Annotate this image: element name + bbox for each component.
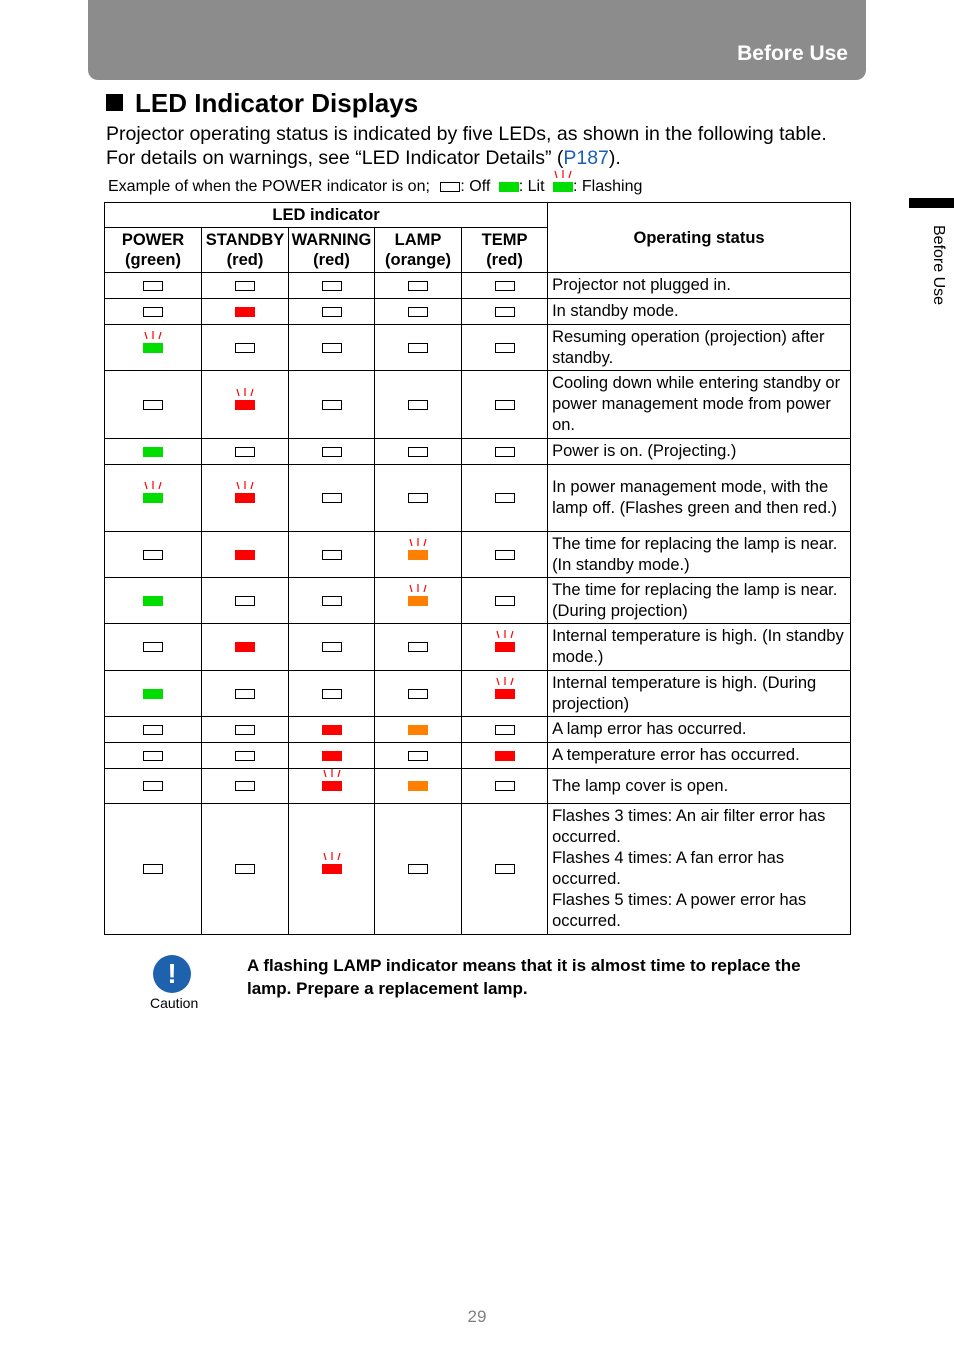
temp-led-lit-icon <box>495 751 515 761</box>
led-cell <box>202 465 289 532</box>
power-led-off-icon <box>143 725 163 735</box>
led-cell <box>462 578 548 624</box>
column-header-warning <box>289 228 375 273</box>
led-cell <box>375 743 462 769</box>
status-cell: A temperature error has occurred. <box>548 743 851 769</box>
led-indicator-header: LED indicator <box>105 203 548 228</box>
table-row <box>105 371 851 439</box>
warning-led-off-icon <box>322 642 342 652</box>
led-cell <box>105 578 202 624</box>
status-line: Flashes 4 times: A fan error has occurred. <box>552 849 785 888</box>
led-cell <box>462 299 548 325</box>
legend-lead: Example of when the POWER indicator is on; <box>108 178 430 195</box>
status-cell: Power is on. (Projecting.) <box>548 439 851 465</box>
power-led-off-icon <box>143 400 163 410</box>
led-cell <box>105 769 202 804</box>
column-header-name: TEMP <box>481 231 528 249</box>
status-cell: In power management mode, with the lamp off. (Flashes green and then red.) <box>548 465 851 532</box>
temp-led-off-icon <box>495 400 515 410</box>
led-cell <box>289 769 375 804</box>
led-cell <box>375 325 462 371</box>
led-cell <box>202 769 289 804</box>
status-cell: The time for replacing the lamp is near. (During projection) <box>548 578 851 624</box>
legend-lit-led-icon <box>499 182 519 192</box>
power-led-lit-icon <box>143 689 163 699</box>
led-cell <box>375 624 462 671</box>
table-row <box>105 624 851 671</box>
table-row <box>105 743 851 769</box>
power-led-off-icon <box>143 550 163 560</box>
power-led-off-icon <box>143 864 163 874</box>
led-cell <box>375 671 462 717</box>
led-cell <box>289 743 375 769</box>
flash-rays-icon <box>320 769 344 779</box>
column-header-color: (orange) <box>385 251 451 269</box>
led-cell <box>289 578 375 624</box>
temp-led-off-icon <box>495 447 515 457</box>
led-cell <box>462 717 548 743</box>
power-led-off-icon <box>143 781 163 791</box>
led-cell <box>462 325 548 371</box>
standby-led-lit-icon <box>235 550 255 560</box>
temp-led-flash-icon <box>495 689 515 699</box>
flash-rays-icon <box>493 630 517 640</box>
lamp-led-off-icon <box>408 493 428 503</box>
led-cell <box>375 717 462 743</box>
lamp-led-off-icon <box>408 642 428 652</box>
table-row <box>105 273 851 299</box>
lamp-led-off-icon <box>408 281 428 291</box>
led-cell <box>289 624 375 671</box>
legend-line <box>108 178 642 196</box>
intro-line-2 <box>106 146 827 170</box>
status-cell: Internal temperature is high. (In standby mode.) <box>548 624 851 671</box>
standby-led-off-icon <box>235 343 255 353</box>
column-header-color: (red) <box>486 251 523 269</box>
led-cell <box>105 273 202 299</box>
flash-rays-icon <box>233 388 257 398</box>
page-link-p187[interactable]: P187 <box>563 147 609 169</box>
flash-rays-icon <box>141 331 165 341</box>
led-cell <box>202 717 289 743</box>
led-cell <box>105 532 202 578</box>
flash-rays-icon <box>406 538 430 548</box>
flash-rays-icon <box>551 170 575 180</box>
temp-led-off-icon <box>495 281 515 291</box>
status-cell: A lamp error has occurred. <box>548 717 851 743</box>
flash-rays-icon <box>141 481 165 491</box>
led-cell <box>462 769 548 804</box>
temp-led-off-icon <box>495 864 515 874</box>
led-cell <box>105 371 202 439</box>
status-line: Flashes 5 times: A power error has occurred. <box>552 891 807 930</box>
led-cell <box>289 717 375 743</box>
flash-rays-icon <box>406 584 430 594</box>
warning-led-flash-icon <box>322 781 342 791</box>
lamp-led-off-icon <box>408 343 428 353</box>
column-header-name: LAMP <box>394 231 442 249</box>
temp-led-flash-icon <box>495 642 515 652</box>
column-header-power <box>105 228 202 273</box>
led-cell <box>105 671 202 717</box>
temp-led-off-icon <box>495 343 515 353</box>
led-cell <box>105 465 202 532</box>
flash-rays-icon <box>233 481 257 491</box>
warning-led-off-icon <box>322 493 342 503</box>
standby-led-off-icon <box>235 689 255 699</box>
table-row <box>105 439 851 465</box>
led-cell <box>375 439 462 465</box>
led-cell <box>105 804 202 935</box>
led-cell <box>462 532 548 578</box>
table-row <box>105 578 851 624</box>
side-tab-marker <box>909 198 954 208</box>
led-cell <box>375 532 462 578</box>
led-cell <box>289 804 375 935</box>
led-cell <box>202 371 289 439</box>
lamp-led-lit-icon <box>408 725 428 735</box>
standby-led-lit-icon <box>235 642 255 652</box>
page-title-text: LED Indicator Displays <box>135 88 419 118</box>
lamp-led-flash-icon <box>408 550 428 560</box>
status-cell: Projector not plugged in. <box>548 273 851 299</box>
led-cell <box>289 371 375 439</box>
status-cell: In standby mode. <box>548 299 851 325</box>
led-cell <box>105 325 202 371</box>
standby-led-lit-icon <box>235 307 255 317</box>
led-cell <box>202 299 289 325</box>
warning-led-off-icon <box>322 596 342 606</box>
temp-led-off-icon <box>495 725 515 735</box>
table-row <box>105 804 851 935</box>
led-cell <box>462 465 548 532</box>
power-led-lit-icon <box>143 447 163 457</box>
led-cell <box>202 578 289 624</box>
intro-paragraph <box>106 122 827 170</box>
intro-text-end: ). <box>608 147 621 169</box>
table-row <box>105 769 851 804</box>
led-cell <box>462 743 548 769</box>
led-cell <box>202 743 289 769</box>
power-led-flash-icon <box>143 493 163 503</box>
column-header-color: (red) <box>313 251 350 269</box>
warning-led-off-icon <box>322 550 342 560</box>
status-cell <box>548 804 851 935</box>
operating-status-header: Operating status <box>548 203 851 273</box>
warning-led-off-icon <box>322 343 342 353</box>
led-cell <box>462 371 548 439</box>
column-header-color: (green) <box>125 251 181 269</box>
led-cell <box>105 299 202 325</box>
column-header-temp <box>462 228 548 273</box>
led-cell <box>375 804 462 935</box>
square-bullet-icon <box>106 94 123 111</box>
column-header-name: POWER <box>121 231 185 249</box>
table-row <box>105 465 851 532</box>
caution-icon: ! <box>153 955 191 993</box>
caution-label: Caution <box>150 995 199 1011</box>
lamp-led-off-icon <box>408 307 428 317</box>
led-cell <box>462 439 548 465</box>
standby-led-off-icon <box>235 596 255 606</box>
lamp-led-off-icon <box>408 864 428 874</box>
power-led-off-icon <box>143 642 163 652</box>
power-led-lit-icon <box>143 596 163 606</box>
lamp-led-off-icon <box>408 400 428 410</box>
legend-lit-label: : Lit <box>518 178 545 195</box>
led-cell <box>375 578 462 624</box>
intro-text: For details on warnings, see “LED Indicator Details” ( <box>106 147 564 169</box>
led-cell <box>289 465 375 532</box>
table-row <box>105 325 851 371</box>
status-cell: The lamp cover is open. <box>548 769 851 804</box>
warning-led-off-icon <box>322 400 342 410</box>
led-cell <box>289 532 375 578</box>
temp-led-off-icon <box>495 550 515 560</box>
led-cell <box>105 717 202 743</box>
table-row <box>105 717 851 743</box>
column-header-lamp <box>375 228 462 273</box>
warning-led-off-icon <box>322 689 342 699</box>
status-cell: The time for replacing the lamp is near. (In standby mode.) <box>548 532 851 578</box>
intro-line-1: Projector operating status is indicated by five LEDs, as shown in the following table. <box>106 123 827 145</box>
lamp-led-off-icon <box>408 447 428 457</box>
temp-led-off-icon <box>495 307 515 317</box>
led-cell <box>375 371 462 439</box>
led-cell <box>202 671 289 717</box>
temp-led-off-icon <box>495 596 515 606</box>
led-cell <box>202 624 289 671</box>
led-cell <box>202 273 289 299</box>
lamp-led-off-icon <box>408 751 428 761</box>
led-cell <box>462 624 548 671</box>
power-led-off-icon <box>143 751 163 761</box>
led-cell <box>105 624 202 671</box>
flash-rays-icon <box>493 677 517 687</box>
led-cell <box>105 743 202 769</box>
standby-led-off-icon <box>235 864 255 874</box>
led-cell <box>375 299 462 325</box>
table-row <box>105 299 851 325</box>
flash-rays-icon <box>320 852 344 862</box>
led-cell <box>289 273 375 299</box>
standby-led-off-icon <box>235 281 255 291</box>
table-row <box>105 532 851 578</box>
led-cell <box>202 325 289 371</box>
lamp-led-lit-icon <box>408 781 428 791</box>
warning-led-flash-icon <box>322 864 342 874</box>
lamp-led-flash-icon <box>408 596 428 606</box>
temp-led-off-icon <box>495 781 515 791</box>
column-header-name: WARNING <box>291 231 372 249</box>
caution-icon-block <box>150 955 199 1011</box>
led-cell <box>289 299 375 325</box>
page-number: 29 <box>467 1307 487 1326</box>
led-cell <box>462 671 548 717</box>
standby-led-off-icon <box>235 781 255 791</box>
led-cell <box>289 671 375 717</box>
column-header-color: (red) <box>226 251 264 269</box>
standby-led-off-icon <box>235 725 255 735</box>
led-cell <box>105 439 202 465</box>
warning-led-off-icon <box>322 281 342 291</box>
power-led-flash-icon <box>143 343 163 353</box>
led-status-table <box>104 202 851 935</box>
led-cell <box>462 273 548 299</box>
warning-led-off-icon <box>322 447 342 457</box>
column-header-name: STANDBY <box>205 231 285 249</box>
legend-flash-label: : Flashing <box>573 178 643 195</box>
table-row <box>105 671 851 717</box>
page-title <box>106 88 418 119</box>
warning-led-off-icon <box>322 307 342 317</box>
column-header-standby <box>202 228 289 273</box>
caution-text: A flashing LAMP indicator means that it is almost time to replace the lamp. Prepare a replacement lamp. <box>247 956 801 998</box>
standby-led-flash-icon <box>235 400 255 410</box>
led-cell <box>202 439 289 465</box>
power-led-off-icon <box>143 307 163 317</box>
status-line: Flashes 3 times: An air filter error has occurred. <box>552 807 826 846</box>
temp-led-off-icon <box>495 493 515 503</box>
side-tab-label: Before Use <box>930 225 947 306</box>
led-cell <box>462 804 548 935</box>
led-cell <box>289 439 375 465</box>
warning-led-lit-icon <box>322 751 342 761</box>
warning-led-lit-icon <box>322 725 342 735</box>
status-cell: Cooling down while entering standby or power management mode from power on. <box>548 371 851 439</box>
led-cell <box>375 273 462 299</box>
status-cell: Internal temperature is high. (During projection) <box>548 671 851 717</box>
legend-flash-led-icon <box>553 182 573 192</box>
power-led-off-icon <box>143 281 163 291</box>
section-title: Before Use <box>737 42 848 65</box>
led-cell <box>289 325 375 371</box>
led-cell <box>375 769 462 804</box>
led-cell <box>202 804 289 935</box>
led-cell <box>202 532 289 578</box>
status-cell: Resuming operation (projection) after standby. <box>548 325 851 371</box>
standby-led-flash-icon <box>235 493 255 503</box>
legend-off-led-icon <box>440 182 460 192</box>
led-cell <box>375 465 462 532</box>
page-header <box>88 0 866 80</box>
standby-led-off-icon <box>235 447 255 457</box>
lamp-led-off-icon <box>408 689 428 699</box>
legend-off-label: : Off <box>460 178 491 195</box>
standby-led-off-icon <box>235 751 255 761</box>
